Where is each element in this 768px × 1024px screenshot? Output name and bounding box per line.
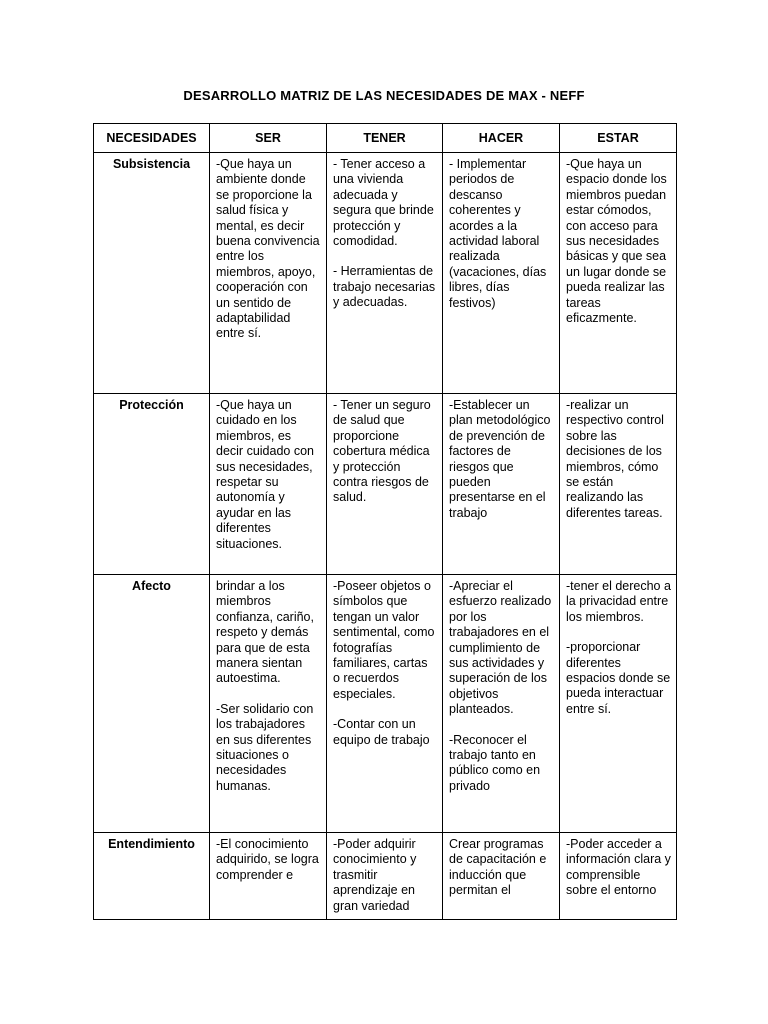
cell-text: -realizar un respectivo control sobre las decisiones de los miembros, cómo se están realizando las diferentes tareas. xyxy=(566,398,664,520)
header-estar: ESTAR xyxy=(560,124,677,153)
cell-ser xyxy=(210,394,327,575)
table-row xyxy=(94,575,677,833)
header-ser: SER xyxy=(210,124,327,153)
cell-tener xyxy=(327,153,443,394)
cell-text: Crear programas de capacitación e inducción que permitan el xyxy=(449,837,547,898)
cell-hacer xyxy=(443,153,560,394)
cell-text: - Implementar periodos de descanso coherentes y acordes a la actividad laboral realizada (vacaciones, días libres, días festivos) xyxy=(449,157,547,310)
cell-text: -Contar con un equipo de trabajo xyxy=(333,717,430,747)
cell-text: -Que haya un ambiente donde se proporcione la salud física y mental, es decir buena convivencia entre los miembros, apoyo, cooperación con un sentido de adaptabilidad entre sí. xyxy=(216,157,320,341)
header-tener: TENER xyxy=(327,124,443,153)
cell-text: -Poder adquirir conocimiento y trasmitir aprendizaje en gran variedad xyxy=(333,837,417,913)
cell-estar xyxy=(560,394,677,575)
needs-matrix-table xyxy=(93,123,677,920)
need-label: Entendimiento xyxy=(94,833,210,920)
cell-estar xyxy=(560,575,677,833)
cell-hacer xyxy=(443,833,560,920)
cell-tener xyxy=(327,394,443,575)
cell-text: brindar a los miembros confianza, cariño, respeto y demás para que de esta manera sientan autoestima. xyxy=(216,579,314,686)
header-hacer: HACER xyxy=(443,124,560,153)
cell-text: -Establecer un plan metodológico de prevención de factores de riesgos que pueden presentarse en el trabajo xyxy=(449,398,551,520)
cell-hacer xyxy=(443,394,560,575)
cell-text: -proporcionar diferentes espacios donde se pueda interactuar entre sí. xyxy=(566,640,671,716)
cell-text: - Tener acceso a una vivienda adecuada y segura que brinde protección y comodidad. xyxy=(333,157,434,249)
page-title: DESARROLLO MATRIZ DE LAS NECESIDADES DE MAX - NEFF xyxy=(183,88,585,103)
cell-text: -Que haya un cuidado en los miembros, es decir cuidado con sus necesidades, respetar su autonomía y ayudar en las diferentes situaciones. xyxy=(216,398,314,551)
cell-text: -Ser solidario con los trabajadores en sus diferentes situaciones o necesidades humanas. xyxy=(216,701,314,793)
need-label: Subsistencia xyxy=(94,153,210,394)
table-row xyxy=(94,394,677,575)
header-row xyxy=(94,124,677,153)
cell-hacer xyxy=(443,575,560,833)
cell-text: -Poder acceder a información clara y comprensible sobre el entorno xyxy=(566,837,671,898)
cell-ser xyxy=(210,833,327,920)
cell-text: - Herramientas de trabajo necesarias y adecuadas. xyxy=(333,264,436,310)
cell-estar xyxy=(560,153,677,394)
cell-text: -tener el derecho a la privacidad entre los miembros. xyxy=(566,579,671,624)
cell-estar xyxy=(560,833,677,920)
cell-ser xyxy=(210,153,327,394)
cell-text: - Tener un seguro de salud que proporcione cobertura médica y protección contra riesgos de salud. xyxy=(333,398,431,505)
cell-ser xyxy=(210,575,327,833)
header-necesidades: NECESIDADES xyxy=(94,124,210,153)
need-label: Protección xyxy=(94,394,210,575)
cell-tener xyxy=(327,833,443,920)
need-label: Afecto xyxy=(94,575,210,833)
cell-text: -Apreciar el esfuerzo realizado por los trabajadores en el cumplimiento de sus actividades y superación de los objetivos planteados. xyxy=(449,579,552,717)
cell-text: -El conocimiento adquirido, se logra comprender e xyxy=(216,837,319,882)
cell-text: -Poseer objetos o símbolos que tengan un valor sentimental, como fotografías familiares, cartas o recuerdos especiales. xyxy=(333,579,435,701)
table-row xyxy=(94,833,677,920)
cell-text: -Reconocer el trabajo tanto en público como en privado xyxy=(449,732,541,793)
cell-tener xyxy=(327,575,443,833)
cell-text: -Que haya un espacio donde los miembros puedan estar cómodos, con acceso para sus necesidades básicas y que sea un lugar donde se pueda realizar las tareas eficazmente. xyxy=(566,157,667,326)
table-row xyxy=(94,153,677,394)
